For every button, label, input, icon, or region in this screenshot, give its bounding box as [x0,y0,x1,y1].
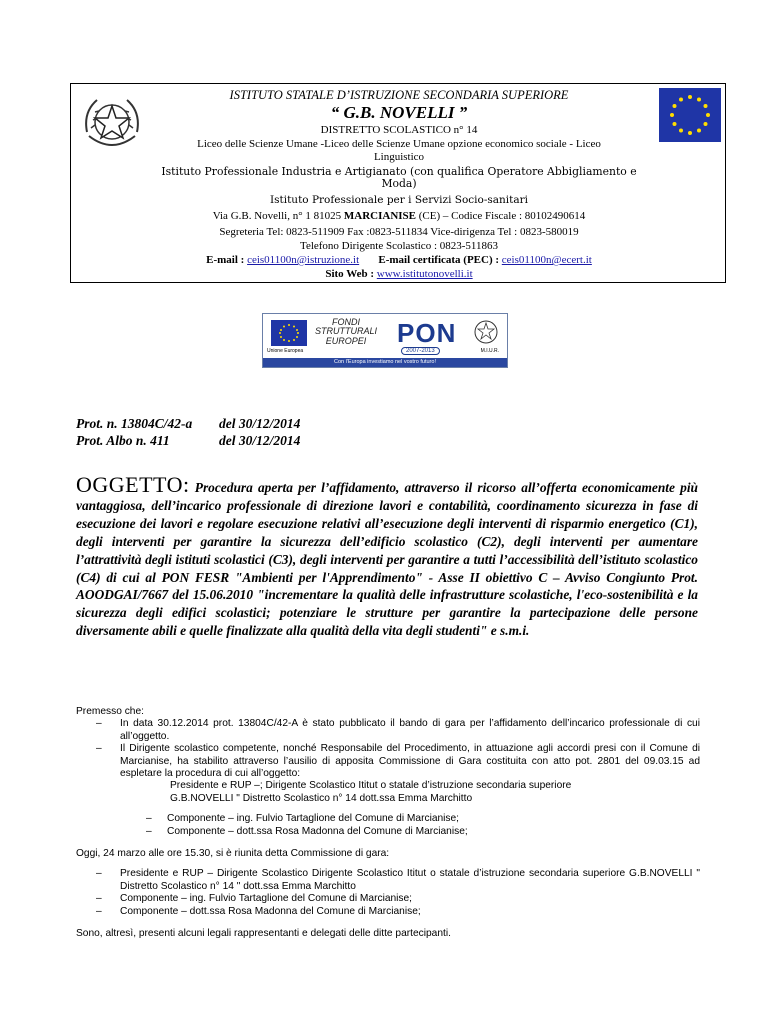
subject [76,472,698,640]
eu-caption: Unione Europea [267,348,304,354]
miur-emblem-icon [473,319,499,345]
list-item: – In data 30.12.2014 prot. 13804C/42-A è stato pubblicato il bando di gara per l’affidamento dell’incarico professionale di cui all’oggetto. [96,718,700,742]
list-item: – Presidente e RUP – Dirigente Scolastico Dirigente Scolastico Ititut o statale d’istruzione secondaria superiore G.B.NOVELLI " Distretto Scolastico n° 14 " dott.ssa Emma Marchitto [96,868,700,892]
email-link[interactable]: ceis01100n@istruzione.it [247,254,360,266]
list-item: – Componente – ing. Fulvio Tartaglione del Comune di Marcianise; [146,813,460,825]
body-text [76,706,700,941]
pon-years: 2007-2013 [401,347,440,355]
professional-courses: Istituto Professionale Industria e Artigianato (con qualifica Operatore Abbigliamento e Moda) [161,165,637,191]
socio-sanitary-course: Istituto Professionale per i Servizi Socio-sanitari [269,194,529,206]
premesso-heading: Premesso che: [76,706,144,717]
pon-logo: PON [397,318,457,348]
fondi-strutturali-label: FONDI STRUTTURALI EUROPEI [315,317,378,346]
president-line: Presidente e RUP –; Dirigente Scolastico Ititut o statale d’istruzione secondaria superiore [170,780,572,792]
liceo-courses: Liceo delle Scienze Umane -Liceo delle Scienze Umane opzione economico sociale - Liceo Linguistico [197,138,601,163]
meeting-paragraph: Oggi, 24 marzo alle ore 15.30, si è riunita detta Commissione di gara: [76,848,390,860]
district: DISTRETTO SCOLASTICO n° 14 [320,124,478,136]
list-item: – Componente – dott.ssa Rosa Madonna del Comune di Marcianise; [96,905,421,917]
school-name: “ G.B. NOVELLI ” [330,103,468,122]
eu-flag-icon [659,88,721,142]
protocol-number: Prot. n. 13804C/42-a del 30/12/2014 [76,416,301,431]
website-link[interactable]: www.istitutonovelli.it [376,268,473,280]
pec-link[interactable]: ceis01100n@ecert.it [501,254,592,266]
eu-flag-icon [271,320,307,346]
albo-number: Prot. Albo n. 411 del 30/12/2014 [76,433,301,448]
italian-republic-emblem-icon [79,92,145,154]
miur-caption: M.I.U.R. [480,348,499,354]
list-item: – Componente – dott.ssa Rosa Madonna del Comune di Marcianise; [146,825,468,837]
pon-tagline: Con l'Europa investiamo nel vostro futuro! [263,358,507,367]
address: Via G.B. Novelli, n° 1 81025 MARCIANISE (CE) – Codice Fiscale : 80102490614 [212,210,586,222]
subject-label: OGGETTO: [76,472,190,497]
attendance-paragraph: Sono, altresì, presenti alcuni legali rappresentanti e delegati delle ditte partecipanti. [76,928,451,940]
website-line: Sito Web : www.istitutonovelli.it [325,268,473,280]
pon-banner [262,313,508,368]
letterhead [70,83,726,283]
email-line: E-mail : ceis01100n@istruzione.it E-mail certificata (PEC) : ceis01100n@ecert.it [206,254,592,266]
list-item: – Il Dirigente scolastico competente, nonché Responsabile del Procedimento, in attuazione agli accordi presi con il Comune di Marcianise, ha stabilito attraverso l’ausilio di apposita Commissione di Gara costituita con atto pot. 2801 del 09.03.15 ad espletare la procedura di cui all’oggetto: [96,743,700,780]
list-item: – Componente – ing. Fulvio Tartaglione del Comune di Marcianise; [96,893,413,905]
institute-title: ISTITUTO STATALE D’ISTRUZIONE SECONDARIA SUPERIORE [229,88,569,102]
director-phone: Telefono Dirigente Scolastico : 0823-511863 [300,240,498,252]
president-line-2: G.B.NOVELLI " Distretto Scolastico n° 14 dott.ssa Emma Marchitto [170,792,473,804]
phone-numbers: Segreteria Tel: 0823-511909 Fax :0823-511834 Vice-dirigenza Tel : 0823-580019 [219,226,579,238]
subject-text: Procedura aperta per l’affidamento, attraverso il ricorso all’offerta economicamente più vantaggiosa, dell’incarico professionale di direzione lavori e contabilità, coordinamento sicurezza in fase di esecuzione dei lavori e regolare esecuzione relativi all’esecuzione degli interventi di risparmio energetico (C1), degli interventi per garantire la sicurezza dell’edificio scolastico (C2), degli interventi per aumentare l’attrattività degli istituti scolastici (C3), degli interventi per garantire a tutti l’accessibilità dell’istituto scolastico (C4) di cui al PON FESR "Ambienti per l'Apprendimento" - Asse II obiettivo C – Avviso Congiunto Prot. AOODGAI/7667 del 15.06.2010 "incrementare la qualità delle infrastrutture scolastiche, l'eco-sostenibilità e la sicurezza degli edifici scolastici; potenziare le strutture per garantire la partecipazione delle persone diversamente abili e quelle finalizzate alla qualità della vita degli studenti" e s.m.i. [76,480,698,639]
